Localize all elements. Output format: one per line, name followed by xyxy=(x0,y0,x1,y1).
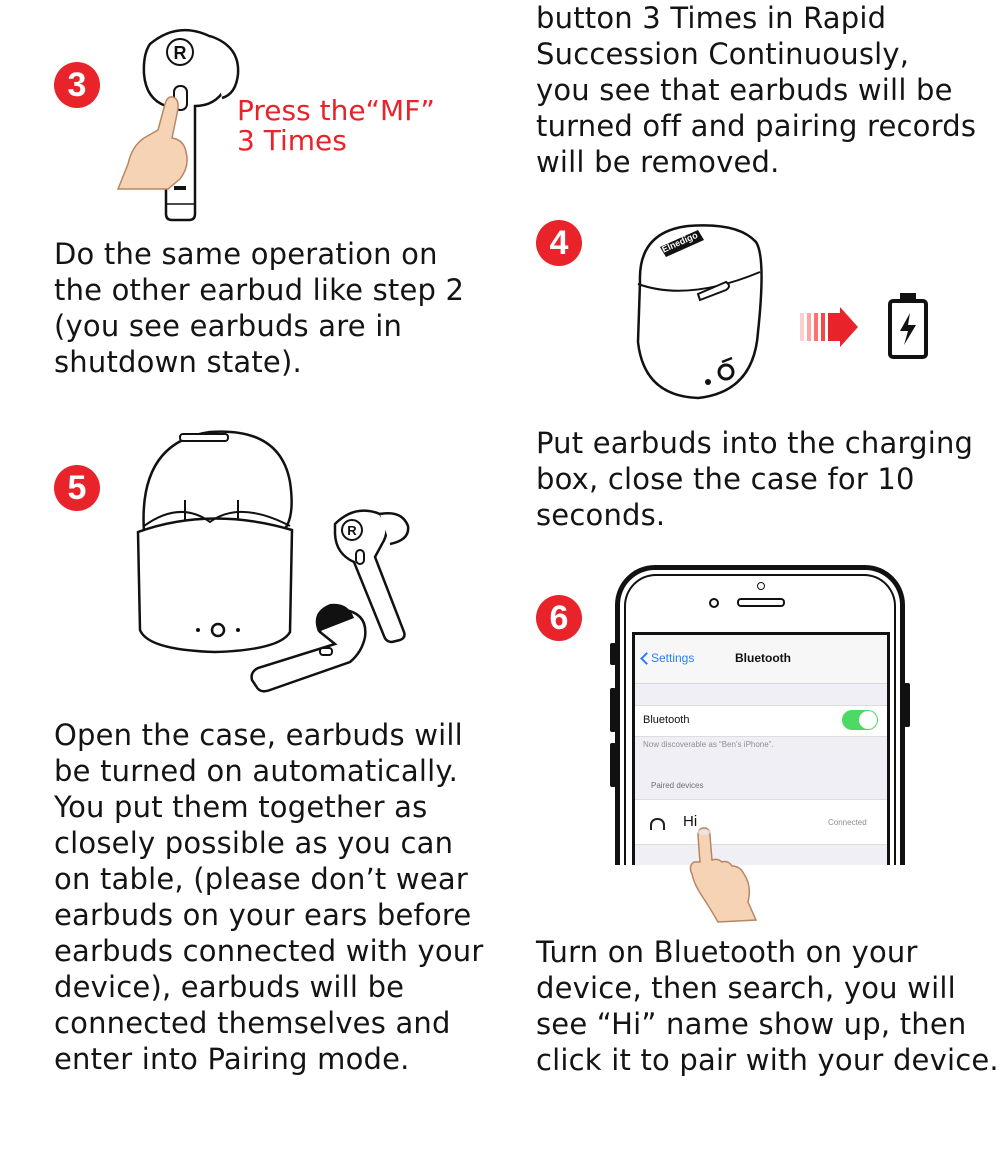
phone-front-sensor xyxy=(709,598,719,608)
earbud-r-letter: R xyxy=(173,43,187,63)
step-4-text: Put earbuds into the charging box, close the case for 10 seconds. xyxy=(536,426,974,532)
bluetooth-toggle[interactable] xyxy=(842,710,878,730)
phone-speaker xyxy=(737,598,785,607)
paired-devices-header: Paired devices xyxy=(651,781,704,790)
device-status: Connected xyxy=(828,818,867,827)
headphones-icon xyxy=(650,818,665,830)
phone-side-button xyxy=(610,643,616,665)
phone-camera xyxy=(757,582,765,590)
nav-bar xyxy=(635,635,887,684)
step-5-badge: 5 xyxy=(54,465,100,511)
tapping-hand-icon xyxy=(684,826,764,926)
device-name[interactable]: Hi xyxy=(683,813,698,830)
step5-earbud-r-letter: R xyxy=(347,523,357,538)
step-6-badge: 6 xyxy=(536,595,582,641)
step-6-text: Turn on Bluetooth on your device, then search, you will see “Hi” name show up, then click it to pair with your device. xyxy=(536,935,999,1077)
press-mf-label: Press the“MF” 3 Times xyxy=(237,94,435,157)
screen-title: Bluetooth xyxy=(735,651,791,665)
bluetooth-toggle-row[interactable] xyxy=(635,705,887,737)
phone-side-button xyxy=(904,683,910,727)
bluetooth-row-label: Bluetooth xyxy=(643,714,690,726)
case-brand-label: Elnedigo xyxy=(660,229,700,255)
step-3-badge: 3 xyxy=(54,62,100,108)
step-4-badge: 4 xyxy=(536,220,582,266)
step-3-continuation-text: button 3 Times in Rapid Succession Continuously, you see that earbuds will be turned off and pairing records will be removed. xyxy=(536,1,977,179)
step-3-text: Do the same operation on the other earbud like step 2 (you see earbuds are in shutdown state). xyxy=(54,237,465,379)
settings-back-link[interactable]: Settings xyxy=(651,651,695,665)
earbud-press-illustration xyxy=(110,14,250,224)
discoverable-note: Now discoverable as “Ben’s iPhone”. xyxy=(643,740,774,749)
toggle-knob xyxy=(859,711,877,729)
phone-side-button xyxy=(610,743,616,787)
battery-charging-icon xyxy=(886,291,930,361)
phone-side-button xyxy=(610,688,616,732)
closed-case-illustration xyxy=(628,212,768,407)
open-case-illustration xyxy=(130,422,430,712)
step-5-text: Open the case, earbuds will be turned on automatically. You put them together as closely possible as you can on table, (please don’t wear earbuds on your ears before earbuds connected with your device), earbuds will be connected themselves and enter into Pairing mode. xyxy=(54,718,484,1076)
charging-arrow-icon xyxy=(800,307,860,347)
